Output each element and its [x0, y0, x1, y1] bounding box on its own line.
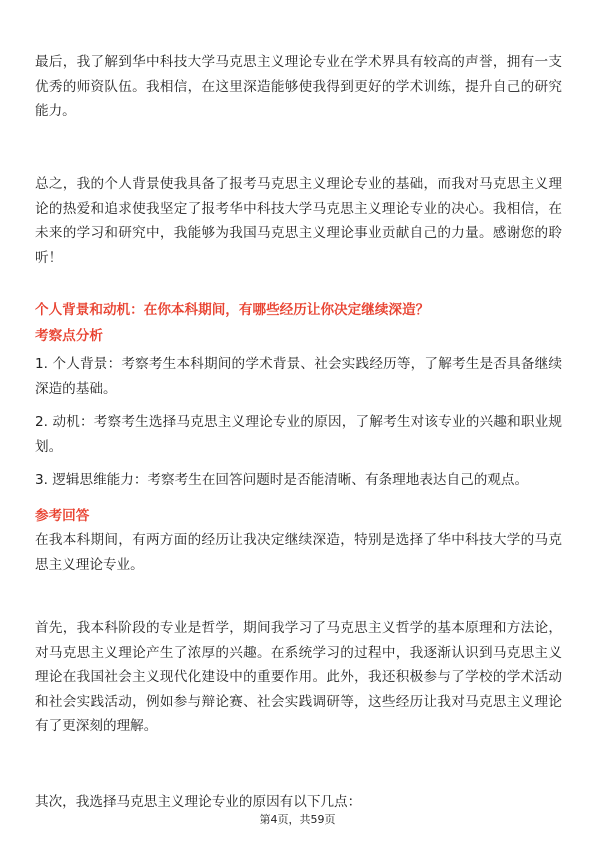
reference-paragraph-1: [35, 528, 562, 577]
paragraph-text: 在我本科期间，有两方面的经历让我决定继续深造，特别是选择了华中科技大学的马克思主义理论专业。: [35, 532, 562, 573]
question-heading: [35, 298, 562, 322]
paragraph-text: 其次，我选择马克思主义理论专业的原因有以下几点：: [35, 794, 362, 810]
list-item: 2. 动机：考察考生选择马克思主义理论专业的原因，了解考生对该专业的兴趣和职业规划。: [35, 414, 562, 455]
analysis-heading: 考察点分析: [35, 328, 103, 344]
list-item: 3. 逻辑思维能力：考察考生在回答问题时是否能清晰、有条理地表达自己的观点。: [35, 472, 529, 488]
list-item: 1. 个人背景：考察考生本科期间的学术背景、社会实践经历等，了解考生是否具备继续深造的基础。: [35, 356, 562, 397]
analysis-item-1: [35, 352, 562, 401]
analysis-item-2: [35, 410, 562, 459]
question-title: 个人背景和动机：在你本科期间，有哪些经历让你决定继续深造？: [35, 302, 430, 318]
reference-paragraph-2: [35, 616, 562, 739]
page-footer: [0, 812, 595, 828]
analysis-section: [35, 325, 562, 347]
paragraph-text: 总之，我的个人背景使我具备了报考马克思主义理论专业的基础，而我对马克思主义理论的热爱和追求使我坚定了报考华中科技大学马克思主义理论专业的决心。我相信，在未来的学习和研究中，我能够为我国马克思主义理论事业贡献自己的力量。感谢您的聆听！: [35, 176, 562, 266]
paragraph-summary: [35, 172, 562, 270]
paragraph-text: 最后，我了解到华中科技大学马克思主义理论专业在学术界具有较高的声誉，拥有一支优秀的师资队伍。我相信，在这里深造能够使我得到更好的学术训练，提升自己的研究能力。: [35, 54, 562, 119]
paragraph-text: 首先，我本科阶段的专业是哲学，期间我学习了马克思主义哲学的基本原理和方法论，对马克思主义理论产生了浓厚的兴趣。在系统学习的过程中，我逐渐认识到马克思主义理论在我国社会主义现代化建设中的重要作用。此外，我还积极参与了学校的学术活动和社会实践活动，例如参与辩论赛、社会实践调研等，这些经历让我对马克思主义理论有了更深刻的理解。: [35, 620, 562, 734]
reference-section: [35, 504, 562, 528]
reference-paragraph-3: [35, 790, 562, 815]
page-number: 第4页，共59页: [259, 813, 336, 826]
paragraph-conclusion-reputation: [35, 50, 562, 124]
analysis-item-3: [35, 468, 562, 493]
reference-heading: 参考回答: [35, 508, 90, 524]
